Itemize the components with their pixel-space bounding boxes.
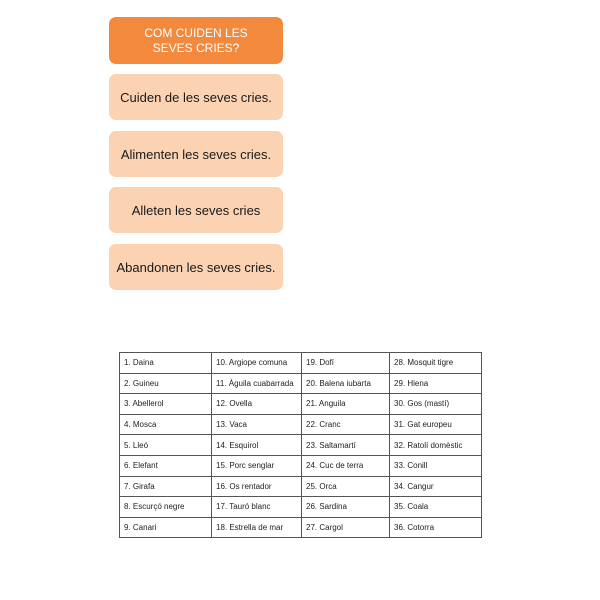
table-row <box>120 394 482 415</box>
animal-cell: 20. Balena iubarta <box>302 373 390 394</box>
table-row <box>120 517 482 538</box>
animal-cell: 10. Argiope comuna <box>212 353 302 374</box>
animal-cell: 4. Mosca <box>120 414 212 435</box>
animal-cell: 23. Saltamartí <box>302 435 390 456</box>
animal-cell: 36. Cotorra <box>390 517 482 538</box>
animal-cell: 35. Coala <box>390 497 482 518</box>
table-row <box>120 455 482 476</box>
animal-table-body <box>120 353 482 538</box>
table-row <box>120 353 482 374</box>
animal-cell: 1. Daina <box>120 353 212 374</box>
animal-cell: 34. Cangur <box>390 476 482 497</box>
table-row <box>120 373 482 394</box>
animal-table <box>119 352 482 538</box>
animal-cell: 26. Sardina <box>302 497 390 518</box>
question-title <box>109 17 283 64</box>
animal-cell: 14. Esquirol <box>212 435 302 456</box>
animal-cell: 6. Elefant <box>120 455 212 476</box>
animal-cell: 21. Anguila <box>302 394 390 415</box>
animal-cell: 12. Ovella <box>212 394 302 415</box>
animal-cell: 11. Àguila cuabarrada <box>212 373 302 394</box>
animal-cell: 22. Cranc <box>302 414 390 435</box>
option-label: Cuiden de les seves cries. <box>120 89 272 105</box>
table-row <box>120 497 482 518</box>
animal-cell: 19. Dofí <box>302 353 390 374</box>
animal-cell: 31. Gat europeu <box>390 414 482 435</box>
animal-cell: 33. Conill <box>390 455 482 476</box>
question-title-text: COM CUIDEN LES SEVES CRIES? <box>144 25 248 55</box>
option-abandon-young[interactable] <box>109 244 283 290</box>
animal-cell: 24. Cuc de terra <box>302 455 390 476</box>
option-label: Alleten les seves cries <box>131 202 261 218</box>
animal-cell: 18. Estrella de mar <box>212 517 302 538</box>
animal-cell: 29. Hiena <box>390 373 482 394</box>
table-row <box>120 414 482 435</box>
animal-cell: 28. Mosquit tigre <box>390 353 482 374</box>
animal-cell: 5. Lleó <box>120 435 212 456</box>
animal-cell: 15. Porc senglar <box>212 455 302 476</box>
animal-cell: 32. Ratolí domèstic <box>390 435 482 456</box>
animal-cell: 27. Cargol <box>302 517 390 538</box>
animal-cell: 25. Orca <box>302 476 390 497</box>
option-feed-young[interactable] <box>109 131 283 177</box>
option-label: Abandonen les seves cries. <box>116 259 276 275</box>
animal-cell: 16. Os rentador <box>212 476 302 497</box>
table-row <box>120 435 482 456</box>
animal-cell: 30. Gos (mastí) <box>390 394 482 415</box>
animal-cell: 7. Girafa <box>120 476 212 497</box>
animal-cell: 8. Escurçó negre <box>120 497 212 518</box>
animal-cell: 2. Guineu <box>120 373 212 394</box>
option-label: Alimenten les seves cries. <box>120 146 272 162</box>
animal-cell: 13. Vaca <box>212 414 302 435</box>
option-care-for-young[interactable] <box>109 74 283 120</box>
table-row <box>120 476 482 497</box>
animal-cell: 17. Tauró blanc <box>212 497 302 518</box>
animal-cell: 3. Abellerol <box>120 394 212 415</box>
animal-cell: 9. Canari <box>120 517 212 538</box>
option-nurse-young[interactable] <box>109 187 283 233</box>
